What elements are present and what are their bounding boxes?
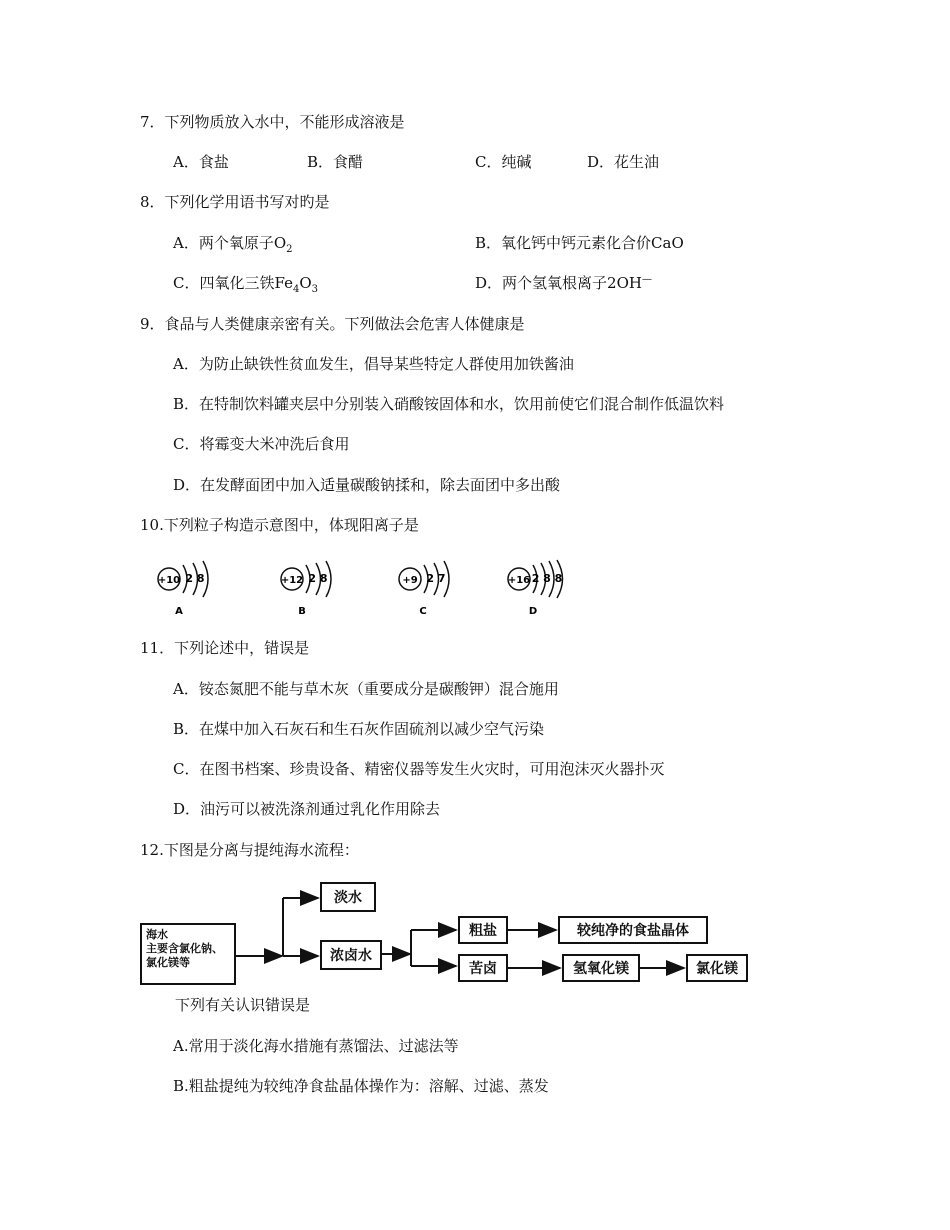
q11-stem: 11．下列论述中，错误是 bbox=[140, 639, 310, 657]
seawater-line2: 氯化镁等 bbox=[146, 956, 190, 969]
atom-c-nucleus: +9 bbox=[402, 575, 418, 586]
atom-d-shells: 2 8 8 bbox=[531, 572, 563, 585]
atom-b-nucleus: +12 bbox=[280, 575, 304, 586]
q7-option-b: B．食醋 bbox=[307, 153, 364, 171]
atom-c-label: C bbox=[419, 606, 427, 617]
q7-option-c: C．纯碱 bbox=[475, 153, 532, 171]
q8-option-d bbox=[475, 273, 652, 293]
seawater-box bbox=[140, 923, 236, 985]
q8-a-text: A．两个氧原子O bbox=[173, 234, 287, 252]
brine-box: 浓卤水 bbox=[320, 940, 382, 970]
atom-diagram-d bbox=[505, 560, 585, 620]
q11-option-c: C．在图书档案、珍贵设备、精密仪器等发生火灾时，可用泡沫灭火器扑灭 bbox=[173, 760, 665, 778]
atom-diagram-c bbox=[396, 560, 476, 620]
q12-option-b: B.粗盐提纯为较纯净食盐晶体操作为：溶解、过滤、蒸发 bbox=[173, 1077, 549, 1095]
q8-d-text: D．两个氢氧根离子2OH bbox=[475, 274, 642, 292]
atom-b-shells: 2 8 bbox=[308, 572, 328, 585]
q9-option-c: C．将霉变大米冲洗后食用 bbox=[173, 435, 350, 453]
q11-option-d: D．油污可以被洗涤剂通过乳化作用除去 bbox=[173, 800, 441, 818]
seawater-title: 海水 bbox=[146, 928, 168, 941]
q9-option-b: B．在特制饮料罐夹层中分别装入硝酸铵固体和水，饮用前使它们混合制作低温饮料 bbox=[173, 395, 725, 413]
atom-b-label: B bbox=[298, 606, 306, 617]
pure-salt-box: 较纯净的食盐晶体 bbox=[558, 916, 708, 944]
q9-option-d: D．在发酵面团中加入适量碳酸钠揉和，除去面团中多出酸 bbox=[173, 476, 561, 494]
q8-option-a bbox=[173, 233, 293, 253]
q11-option-b: B．在煤中加入石灰石和生石灰作固硫剂以减少空气污染 bbox=[173, 720, 545, 738]
q8-option-c bbox=[173, 273, 318, 293]
atom-diagram-a bbox=[155, 560, 235, 620]
q12-stem: 12.下图是分离与提纯海水流程： bbox=[140, 841, 359, 859]
q7-option-d: D．花生油 bbox=[587, 153, 660, 171]
q8-d-sup: — bbox=[641, 274, 652, 285]
atom-a-shells: 2 8 bbox=[185, 572, 205, 585]
crude-salt-box: 粗盐 bbox=[458, 916, 508, 944]
q8-c-mid: O bbox=[299, 274, 312, 292]
q12-prompt: 下列有关认识错误是 bbox=[175, 996, 311, 1014]
q8-stem: 8．下列化学用语书写对旳是 bbox=[140, 193, 330, 211]
q12-option-a: A.常用于淡化海水措施有蒸馏法、过滤法等 bbox=[173, 1037, 459, 1055]
atom-d-nucleus: +16 bbox=[507, 575, 531, 586]
q8-c-sub2: 3 bbox=[311, 284, 319, 295]
q7-option-a: A．食盐 bbox=[173, 153, 229, 171]
fresh-water-box: 淡水 bbox=[320, 882, 376, 912]
q8-a-sub: 2 bbox=[286, 244, 293, 255]
seawater-line1: 主要含氯化钠、 bbox=[146, 942, 223, 955]
magnesium-hydroxide-box: 氢氧化镁 bbox=[562, 954, 640, 982]
q7-stem: 7．下列物质放入水中，不能形成溶液是 bbox=[140, 113, 405, 131]
magnesium-chloride-box: 氯化镁 bbox=[686, 954, 748, 982]
bittern-box: 苦卤 bbox=[458, 954, 508, 982]
q9-option-a: A．为防止缺铁性贫血发生，倡导某些特定人群使用加铁酱油 bbox=[173, 355, 574, 373]
q8-option-b: B．氧化钙中钙元素化合价CaO bbox=[475, 234, 684, 252]
atom-a-nucleus: +10 bbox=[157, 575, 181, 586]
q8-c-text: C．四氧化三铁Fe bbox=[173, 274, 293, 292]
q11-option-a: A．铵态氮肥不能与草木灰（重要成分是碳酸钾）混合施用 bbox=[173, 680, 559, 698]
seawater-flow-diagram bbox=[140, 878, 752, 984]
atom-a-label: A bbox=[175, 606, 183, 617]
q8-c-sub1: 4 bbox=[292, 284, 300, 295]
atom-d-label: D bbox=[528, 606, 538, 617]
q10-stem: 10.下列粒子构造示意图中，体现阳离子是 bbox=[140, 516, 419, 534]
q9-stem: 9．食品与人类健康亲密有关。下列做法会危害人体健康是 bbox=[140, 315, 525, 333]
atom-c-shells: 2 7 bbox=[426, 572, 446, 585]
atom-diagram-b bbox=[278, 560, 358, 620]
